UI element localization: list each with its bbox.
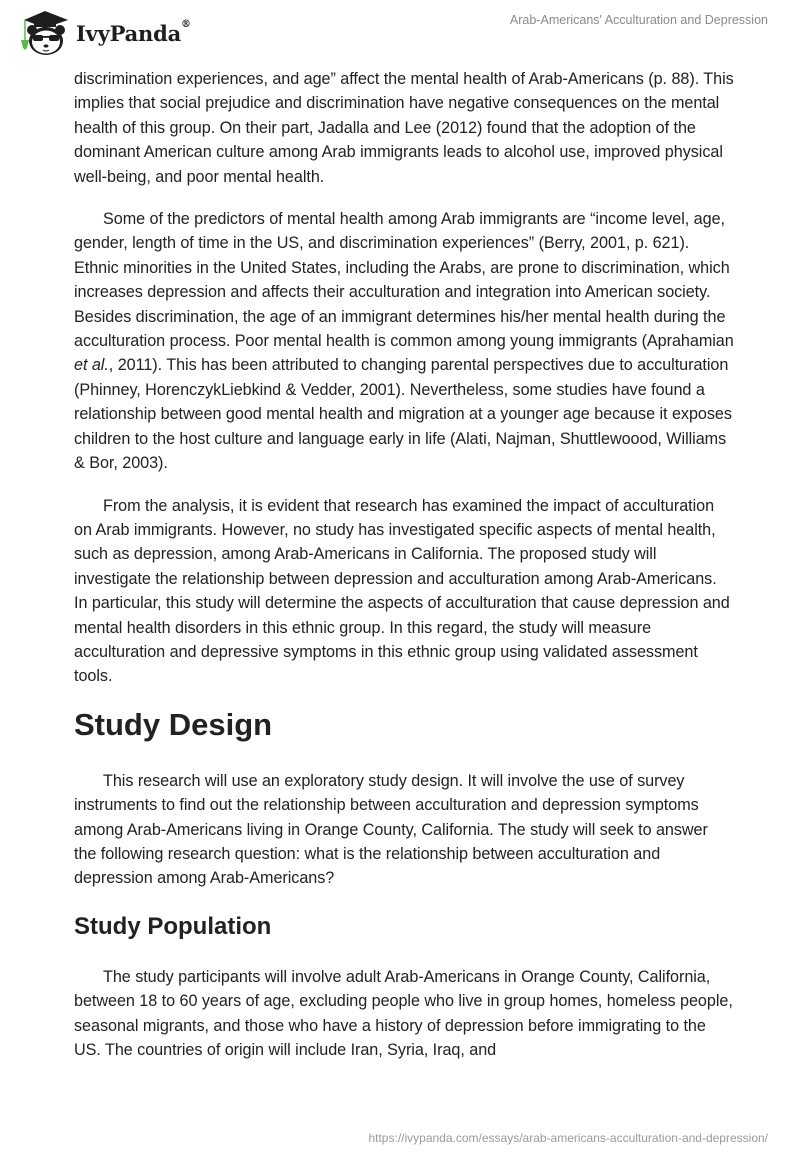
page-header [0, 0, 800, 60]
paragraph-3: From the analysis, it is evident that research has examined the impact of acculturation on Arab immigrants. However, no study has investigated specific aspects of mental health, such as depression, among Arab-Americans in California. The proposed study will investigate the relationship between depression and acculturation among Arab-Americans. In particular, this study will determine the aspects of acculturation that cause depression and mental health disorders in this ethnic group. In this regard, the study will measure acculturation and depressive symptoms in this ethnic group using validated assessment tools. [74, 496, 730, 686]
panda-graduation-cap-icon [16, 8, 74, 56]
paragraph-2 [74, 207, 734, 475]
paragraph-2-text-continued: , 2011). This has been attributed to changing parental perspectives due to acculturation (Phinney, HorenczykLiebkind & Vedder, 2001). Nevertheless, some studies have found a relationship between good mental health and migration at a younger age because it exposes children to the host culture and language early in life (Alati, Najman, Shuttlewoood, Williams & Bor, 2003). [74, 356, 732, 473]
brand-name: IvyPanda® [76, 18, 191, 46]
et-al-italic: et al. [74, 356, 109, 375]
paragraph-2-text: Some of the predictors of mental health among Arab immigrants are “income level, age, gender, length of time in the US, and discrimination experiences” (Berry, 2001, p. 621). Ethnic minorities in the United States, including the Arabs, are prone to discrimination, which increases depression and affects their acculturation and integration into American society. Besides discrimination, the age of an immigrant determines his/her mental health during the acculturation process. Poor mental health is common among young immigrants (Aprahamian [74, 210, 734, 351]
heading-study-population: Study Population [74, 912, 272, 940]
heading-study-design: Study Design [74, 706, 273, 742]
ivypanda-logo[interactable] [16, 8, 191, 56]
registered-mark: ® [181, 18, 191, 30]
paragraph-5: The study participants will involve adult Arab-Americans in Orange County, California, between 18 to 60 years of age, excluding people who live in group homes, homeless people, seasonal migrants, and those who have a history of depression before immigrating to the US. The countries of origin will include Iran, Syria, Iraq, and [74, 967, 733, 1059]
document-title: Arab-Americans' Acculturation and Depression [509, 13, 768, 27]
essay-body [74, 67, 734, 1080]
paragraph-4: This research will use an exploratory study design. It will involve the use of survey instruments to find out the relationship between acculturation and depression symptoms among Arab-Americans living in Orange County, California. The study will seek to answer the following research question: what is the relationship between acculturation and depression among Arab-Americans? [74, 771, 708, 888]
source-url[interactable]: https://ivypanda.com/essays/arab-americans-acculturation-and-depression/ [368, 1131, 768, 1145]
paragraph-1: discrimination experiences, and age” affect the mental health of Arab-Americans (p. 88). This implies that social prejudice and discrimination have negative consequences on the mental health of this group. On their part, Jadalla and Lee (2012) found that the adoption of the dominant American culture among Arab immigrants leads to alcohol use, improved physical well-being, and poor mental health. [74, 70, 734, 186]
